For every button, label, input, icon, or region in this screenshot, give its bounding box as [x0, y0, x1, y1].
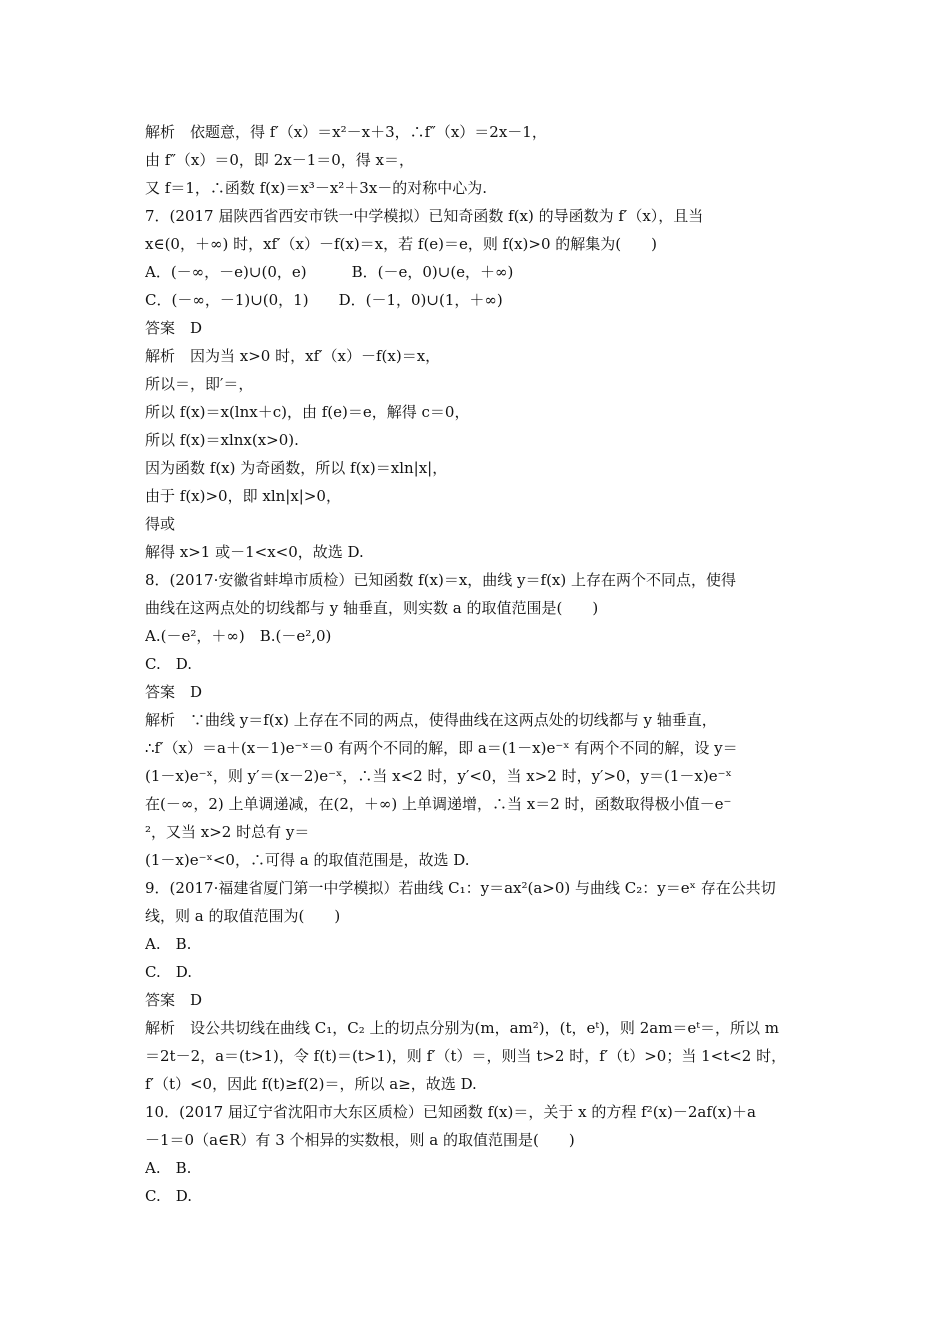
question-9-answer: 答案 D [145, 991, 203, 1009]
text-line: 解析 因为当 x>0 时，xf′（x）－f(x)＝x， [145, 347, 441, 365]
text-line: 解析 ∵曲线 y＝f(x) 上存在不同的两点，使得曲线在这两点处的切线都与 y 轴垂直， [145, 711, 717, 729]
text-line: (1－x)e⁻ˣ<0，∴可得 a 的取值范围是，故选 D. [145, 851, 470, 869]
text-line: 因为函数 f(x) 为奇函数，所以 f(x)＝xln|x|， [145, 459, 448, 477]
question-9-options: C. D. [145, 963, 192, 981]
text-line: (1－x)e⁻ˣ，则 y′＝(x－2)e⁻ˣ，∴当 x<2 时，y′<0，当 x>2 时，y′>0，y＝(1－x)e⁻ˣ [145, 767, 732, 785]
text-line: ²，又当 x>2 时总有 y＝ [145, 823, 310, 841]
text-line: 解得 x>1 或－1<x<0，故选 D. [145, 543, 364, 561]
text-line: 解析 设公共切线在曲线 C₁，C₂ 上的切点分别为(m，am²)，(t，eᵗ)，则 2am＝eᵗ＝，所以 m [145, 1019, 779, 1037]
question-7-options: C．(－∞，－1)∪(0，1) D．(－1，0)∪(1，＋∞) [145, 291, 503, 309]
text-line: 在(－∞，2) 上单调递减，在(2，＋∞) 上单调递增，∴当 x＝2 时，函数取得极小值－e⁻ [145, 795, 732, 813]
text-line: 所以 f(x)＝xlnx(x>0). [145, 431, 299, 449]
text-line: ＝2t－2，a＝(t>1)，令 f(t)＝(t>1)，则 f′（t）＝，则当 t>2 时，f′（t）>0；当 1<t<2 时， [145, 1047, 787, 1065]
question-8-stem: 曲线在这两点处的切线都与 y 轴垂直，则实数 a 的取值范围是( ) [145, 599, 599, 617]
question-8-stem: 8．(2017·安徽省蚌埠市质检）已知函数 f(x)＝x，曲线 y＝f(x) 上存在两个不同点，使得 [145, 571, 737, 589]
document-text [145, 118, 815, 1210]
question-8-options: A.(－e²，＋∞) B.(－e²,0) [145, 627, 332, 645]
question-9-stem: 9．(2017·福建省厦门第一中学模拟）若曲线 C₁：y＝ax²(a>0) 与曲线 C₂：y＝eˣ 存在公共切 [145, 879, 776, 897]
question-10-stem: 10．(2017 届辽宁省沈阳市大东区质检）已知函数 f(x)＝，关于 x 的方程 f²(x)－2af(x)＋a [145, 1103, 757, 1121]
text-line: ∴f′（x）＝a＋(x－1)e⁻ˣ＝0 有两个不同的解，即 a＝(1－x)e⁻ˣ 有两个不同的解，设 y＝ [145, 739, 738, 757]
question-7-stem: x∈(0，＋∞) 时，xf′（x）－f(x)＝x，若 f(e)＝e，则 f(x)>0 的解集为( ) [145, 235, 657, 253]
text-line: 由于 f(x)>0，即 xln|x|>0， [145, 487, 341, 505]
question-10-stem: －1＝0（a∈R）有 3 个相异的实数根，则 a 的取值范围是( ) [145, 1131, 575, 1149]
text-line: 又 f＝1，∴函数 f(x)＝x³－x²＋3x－的对称中心为. [145, 179, 488, 197]
text-line: 所以 f(x)＝x(lnx＋c)，由 f(e)＝e，解得 c＝0， [145, 403, 470, 421]
question-8-options: C. D. [145, 655, 192, 673]
question-10-options: A. B. [145, 1159, 192, 1177]
text-line: 所以＝，即′＝， [145, 375, 254, 393]
text-line: f′（t）<0，因此 f(t)≥f(2)＝，所以 a≥，故选 D. [145, 1075, 477, 1093]
question-10-options: C. D. [145, 1187, 192, 1205]
text-line: 由 f″（x）＝0，即 2x－1＝0，得 x＝， [145, 151, 415, 169]
question-8-answer: 答案 D [145, 683, 203, 701]
question-9-options: A. B. [145, 935, 192, 953]
question-9-stem: 线，则 a 的取值范围为( ) [145, 907, 341, 925]
text-line: 得或 [145, 515, 176, 533]
text-line: 解析 依题意，得 f′（x）＝x²－x＋3，∴f″（x）＝2x－1， [145, 123, 547, 141]
question-7-options: A．(－∞，－e)∪(0，e) B．(－e，0)∪(e，＋∞) [145, 263, 514, 281]
question-7-stem: 7．(2017 届陕西省西安市铁一中学模拟）已知奇函数 f(x) 的导函数为 f′（x），且当 [145, 207, 704, 225]
question-7-answer: 答案 D [145, 319, 203, 337]
